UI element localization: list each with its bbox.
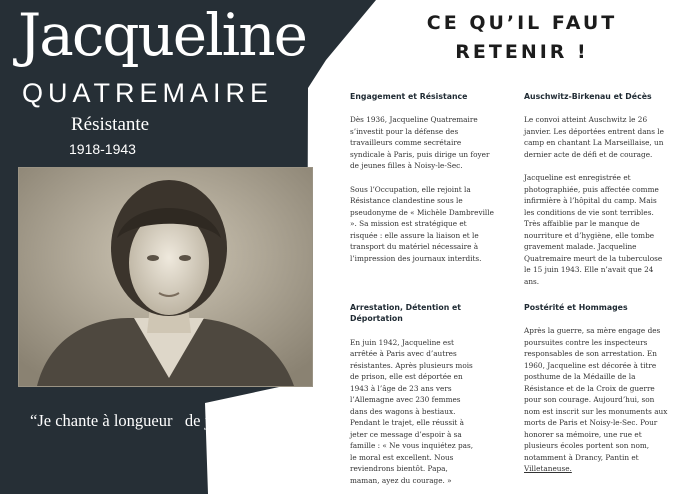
section-paragraph: Dès 1936, Jacqueline Quatremaire s’investit pour la défense des travailleurs comme secrétaire syndicale à Paris, puis dirige un foyer de jeunes filles à Noisy-le-Sec.: [350, 115, 490, 171]
quote: “Je chante à longueur de journée”: [30, 411, 262, 430]
section-paragraph: Le convoi atteint Auschwitz le 26 janvier. Les déportées entrent dans le camp en chantant La Marseillaise, un dernier acte de défi et de courage.: [524, 115, 664, 159]
section-paragraph: Pendant le trajet, elle réussit à jeter ce message d’espoir à sa famille : « Ne vous inquiétez pas, le moral est excellent. Nous reviendrons bientôt. Papa, maman, ayez du courage. »: [350, 418, 474, 485]
section-paragraph: Jacqueline est enregistrée et photographiée, puis affectée comme infirmière à l’hôpital du camp. Mais les conditions de vie sont terribles. Très affaiblie par le manque de nourriture et d’hygiène, elle tombe gravement malade. Jacqueline Quatremaire meurt de la tuberculose le 15 juin 1943. Elle n’avait que 24 ans.: [524, 173, 663, 286]
role-label: Résistante: [71, 114, 150, 135]
last-name: QUATREMAIRE: [22, 78, 274, 108]
section-auschwitz: [524, 91, 664, 288]
main-title: CE QU’IL FAUT RETENIR !: [426, 12, 618, 63]
section-heading: Auschwitz-Birkenau et Décès: [524, 92, 652, 101]
section-engagement: [350, 91, 494, 264]
section-paragraph: En juin 1942, Jacqueline est arrêtée à Paris avec d’autres résistantes. Après plusieurs mois de prison, elle est déportée en 1943 à l’âge de 23 ans vers l’Allemagne avec 230 femmes dans des wagons à bestiaux.: [350, 337, 473, 416]
first-name: Jacqueline: [18, 1, 306, 69]
section-heading: Arrestation, Détention et Déportation: [350, 303, 461, 324]
portrait-photo: [19, 168, 312, 386]
section-heading: Postérité et Hommages: [524, 303, 628, 312]
paragraph-text: Après la guerre, sa mère engage des poursuites contre les inspecteurs responsables de son arrestation. En 1960, Jacqueline est décorée à titre posthume de la Médaille de la Résistance et de la Croix de guerre pour son courage. Aujourd’hui, son nom est inscrit sur les monuments aux morts de Paris et Noisy-le-Sec. Pour honorer sa mémoire, une rue et plusieurs écoles portent son nom, notamment à Drancy, Pantin et: [524, 326, 668, 462]
life-years: 1918-1943: [69, 141, 136, 157]
section-posterite: [524, 302, 668, 475]
section-paragraph: [524, 325, 668, 475]
section-heading: Engagement et Résistance: [350, 92, 468, 101]
section-arrestation: [350, 302, 474, 486]
villetaneuse-link[interactable]: Villetaneuse.: [524, 464, 572, 474]
section-paragraph: Sous l’Occupation, elle rejoint la Résistance clandestine sous le pseudonyme de « Michèle Dambreville ». Sa mission est stratégique et risquée : elle assure la liaison et le transport du matériel nécessaire à l’impression des journaux interdits.: [350, 184, 494, 263]
